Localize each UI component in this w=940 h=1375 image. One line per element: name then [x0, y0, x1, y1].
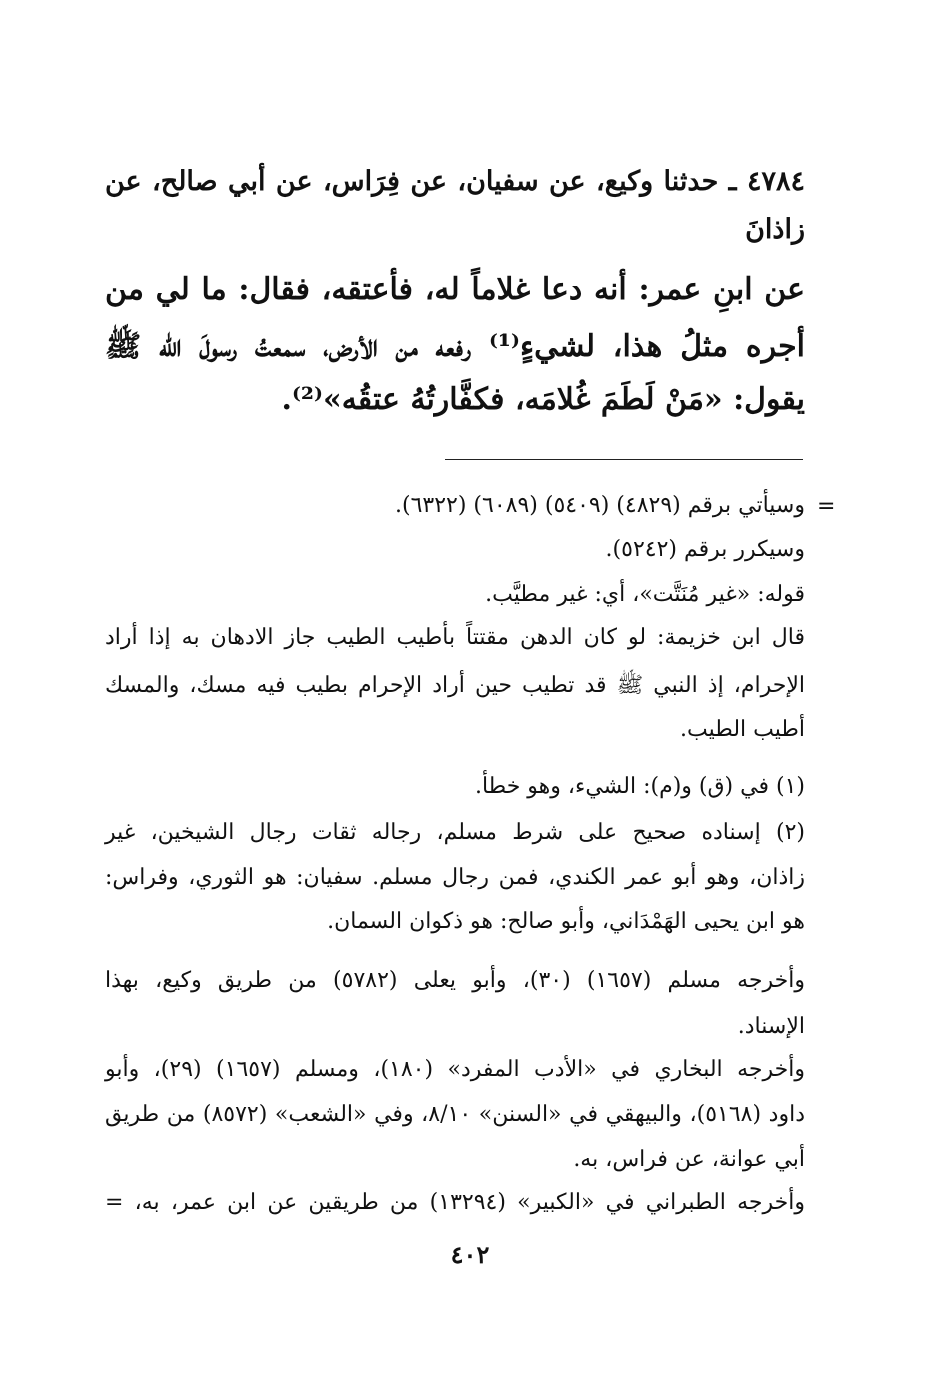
- footnote-2-line: وأخرجه مسلم (١٦٥٧) (٣٠)، وأبو يعلى (٥٧٨٢) من طريق وكيع، بهذا: [105, 968, 805, 993]
- footnote-line: أطيب الطيب.: [680, 717, 805, 742]
- hadith-chain-line-1: ٤٧٨٤ ـ حدثنا وكيع، عن سفيان، عن فِرَاس، عن أبي صالح، عن: [105, 166, 805, 197]
- footnote-line: قال ابن خزيمة: لو كان الدهن مقتتاً بأطيب الطيب جاز الادهان به إذا أراد: [105, 625, 805, 650]
- continuation-mark: =: [817, 494, 836, 519]
- hadith-chain-line-2: زاذانَ: [745, 214, 805, 245]
- footnote-2-line: وأخرجه الطبراني في «الكبير» (١٣٢٩٤) من طريقين عن ابن عمر، به، =: [105, 1190, 805, 1215]
- footnote-2-line: أبي عوانة، عن فراس، به.: [573, 1147, 805, 1172]
- hadith-matn-line-2: أجره مثلُ هذا، لشيءٍ⁽¹⁾ رفعه من الأرض، سمعتُ رسولَ الله ﷺ: [105, 329, 805, 364]
- footnote-2-line: هو ابن يحيى الهَمْدَاني، وأبو صالح: هو ذكوان السمان.: [327, 909, 805, 934]
- footnote-separator: [445, 459, 803, 460]
- footnote-2-line: زاذان، وهو أبو عمر الكندي، فمن رجال مسلم. سفيان: هو الثوري، وفراس:: [105, 865, 805, 890]
- footnote-2-line: داود (٥١٦٨)، والبيهقي في «السنن» ٨/١٠، وفي «الشعب» (٨٥٧٢) من طريق: [105, 1102, 805, 1127]
- footnote-2-line: وأخرجه البخاري في «الأدب المفرد» (١٨٠)، ومسلم (١٦٥٧) (٢٩)، وأبو: [105, 1057, 805, 1082]
- footnote-1: (١) في (ق) و(م): الشيء، وهو خطأ.: [474, 774, 805, 799]
- footnote-line: قوله: «غير مُنَتَّت»، أي: غير مطيَّب.: [485, 582, 805, 607]
- page-number: ٤٠٢: [450, 1240, 490, 1269]
- footnote-line: الإحرام، إذ النبي ﷺ قد تطيب حين أراد الإحرام بطيب فيه مسك، والمسك: [105, 673, 805, 698]
- footnote-line: وسيأتي برقم (٤٨٢٩) (٥٤٠٩) (٦٠٨٩) (٦٣٢٢).: [394, 493, 805, 518]
- footnote-2-line: الإسناد.: [737, 1014, 805, 1039]
- hadith-matn-line-1: عن ابنِ عمر: أنه دعا غلاماً له، فأعتقه، فقال: ما لي من: [105, 272, 805, 307]
- hadith-matn-line-3: يقول: «مَنْ لَطَمَ غُلامَه، فكفَّارتُهُ عتقُه»⁽²⁾.: [281, 382, 805, 417]
- footnote-2-line: (٢) إسناده صحيح على شرط مسلم، رجاله ثقات رجال الشيخين، غير: [105, 820, 805, 845]
- footnote-line: وسيكرر برقم (٥٢٤٢).: [605, 537, 805, 562]
